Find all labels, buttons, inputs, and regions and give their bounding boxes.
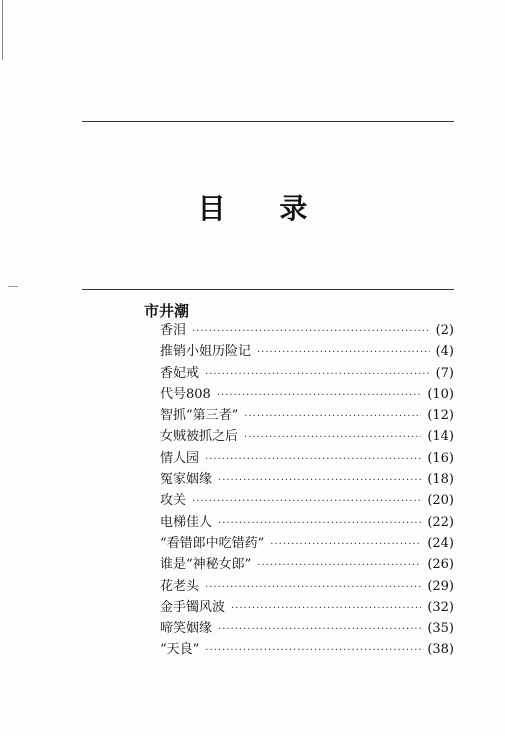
- toc-entry-page: (26): [427, 557, 454, 573]
- toc-entry-title: 攻关: [160, 493, 187, 509]
- toc-entry-title: 冤家姻缘: [160, 472, 213, 488]
- scan-speck: [8, 286, 18, 287]
- dot-leader: [244, 427, 421, 448]
- dot-leader: [205, 640, 421, 661]
- toc-entry-page: (10): [427, 386, 454, 402]
- dot-leader: [257, 342, 430, 363]
- toc-entry-page: (29): [427, 578, 454, 594]
- dot-leader: [192, 491, 421, 512]
- dot-leader: [205, 449, 421, 470]
- dot-leader: [205, 364, 430, 385]
- toc-entry-title: 代号808: [160, 386, 211, 402]
- toc-entry-title: 推销小姐历险记: [160, 344, 252, 360]
- dot-leader: [205, 577, 421, 598]
- dot-leader: [218, 470, 421, 491]
- toc-entry-page: (32): [427, 599, 454, 615]
- toc-entry-title: 谁是“神秘女郎”: [160, 557, 252, 573]
- toc-entry-title: 啼笑姻缘: [160, 621, 213, 637]
- toc-entry-title: 香妃戒: [160, 365, 200, 381]
- section-title: 市井潮: [144, 302, 190, 320]
- toc-entry-page: (7): [435, 365, 454, 381]
- bottom-rule: [82, 289, 454, 290]
- table-of-contents: [160, 320, 454, 661]
- toc-entry-page: (2): [435, 323, 454, 338]
- toc-entry[interactable]: [160, 618, 454, 639]
- toc-entry[interactable]: [160, 490, 454, 511]
- toc-entry-page: (12): [427, 408, 454, 424]
- toc-entry-title: 金手镯风波: [160, 599, 226, 615]
- toc-entry[interactable]: [160, 363, 454, 384]
- dot-leader: [231, 598, 421, 619]
- toc-entry-title: 女贼被抓之后: [160, 429, 239, 445]
- toc-entry-title: 香泪: [160, 323, 187, 338]
- dot-leader: [218, 513, 421, 534]
- dot-leader: [192, 321, 430, 342]
- toc-entry[interactable]: [160, 426, 454, 447]
- dot-leader: [218, 619, 421, 640]
- dot-leader: [217, 385, 421, 406]
- toc-entry-page: (35): [427, 621, 454, 637]
- toc-entry-title: 花老头: [160, 578, 200, 594]
- toc-entry[interactable]: [160, 384, 454, 405]
- toc-entry-page: (22): [427, 514, 454, 530]
- toc-entry[interactable]: [160, 576, 454, 597]
- toc-entry-title: “看错郎中吃错药”: [160, 535, 265, 551]
- toc-entry-title: 智抓“第三者”: [160, 408, 239, 424]
- toc-entry-page: (18): [427, 472, 454, 488]
- toc-entry-page: (16): [427, 450, 454, 466]
- toc-entry-title: 电梯佳人: [160, 514, 213, 530]
- toc-entry[interactable]: [160, 320, 454, 341]
- toc-entry[interactable]: [160, 597, 454, 618]
- toc-entry-title: 情人园: [160, 450, 200, 466]
- page-title: 目 录: [197, 192, 330, 225]
- toc-entry-page: (24): [427, 535, 454, 551]
- toc-entry-page: (4): [435, 344, 454, 360]
- toc-entry[interactable]: [160, 341, 454, 362]
- toc-entry-page: (14): [427, 429, 454, 445]
- toc-entry-title: “天良”: [160, 642, 200, 658]
- dot-leader: [270, 534, 421, 555]
- toc-entry[interactable]: [160, 469, 454, 490]
- dot-leader: [244, 406, 421, 427]
- toc-entry[interactable]: [160, 639, 454, 660]
- toc-entry[interactable]: [160, 448, 454, 469]
- page-edge-mark: [2, 0, 3, 60]
- toc-entry[interactable]: [160, 533, 454, 554]
- toc-entry[interactable]: [160, 512, 454, 533]
- dot-leader: [257, 555, 421, 576]
- toc-entry-page: (38): [427, 642, 454, 658]
- toc-entry[interactable]: [160, 405, 454, 426]
- toc-entry[interactable]: [160, 554, 454, 575]
- toc-entry-page: (20): [427, 493, 454, 509]
- top-rule: [82, 121, 454, 122]
